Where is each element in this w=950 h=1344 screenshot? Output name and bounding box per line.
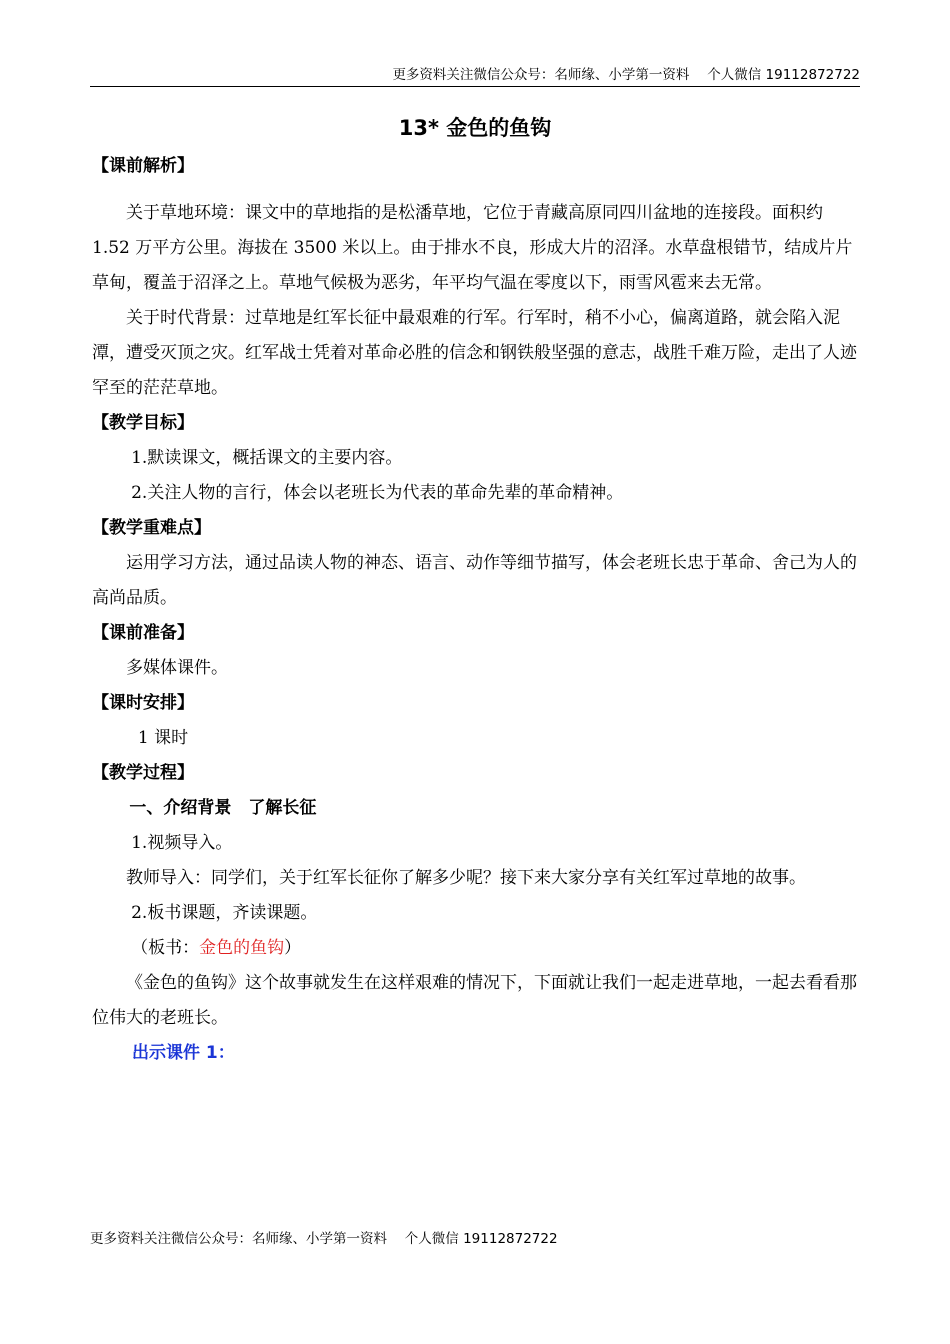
section-heading-prep: 【课前准备】	[92, 623, 194, 643]
goal-item-1: 1.默读课文，概括课文的主要内容。	[131, 448, 403, 468]
section-heading-process: 【教学过程】	[92, 763, 194, 783]
paragraph-teacher-intro: 教师导入：同学们，关于红军长征你了解多少呢？接下来大家分享有关红军过草地的故事。	[126, 868, 806, 888]
paragraph-key-points: 运用学习方法，通过品读人物的神态、语言、动作等细节描写，体会老班长忠于革命、舍己为人的高尚品质。	[92, 553, 857, 608]
header-divider	[90, 86, 860, 87]
paragraph-lead-in: 《金色的鱼钩》这个故事就发生在这样艰难的情况下，下面就让我们一起走进草地，一起去看看那位伟大的老班长。	[92, 973, 857, 1028]
slide-label: 出示课件 1：	[132, 1043, 235, 1063]
board-prefix: （板书：	[131, 938, 200, 958]
board-writing	[92, 931, 858, 966]
board-title-red: 金色的鱼钩	[199, 938, 285, 958]
paragraph-grassland: 关于草地环境：课文中的草地指的是松潘草地，它位于青藏高原同四川盆地的连接段。面积约 1.52 万平方公里。海拔在 3500 米以上。由于排水不良，形成大片的沼泽。水草盘根错节，结成片片草甸，覆盖于沼泽之上。草地气候极为恶劣，年平均气温在零度以下，雨雪风雹来去无常。	[92, 203, 853, 293]
board-suffix: ）	[284, 938, 302, 958]
section-heading-schedule: 【课时安排】	[92, 693, 194, 713]
section-heading-key-points: 【教学重难点】	[92, 518, 211, 538]
step-board-title: 2.板书课题，齐读课题。	[131, 903, 318, 923]
goal-item-2: 2.关注人物的言行，体会以老班长为代表的革命先辈的革命精神。	[131, 483, 624, 503]
page-header: 更多资料关注微信公众号：名师缘、小学第一资料 个人微信 19112872722	[392, 67, 860, 83]
page-footer: 更多资料关注微信公众号：名师缘、小学第一资料 个人微信 19112872722	[90, 1231, 558, 1247]
section-heading-goals: 【教学目标】	[92, 413, 194, 433]
paragraph-background: 关于时代背景：过草地是红军长征中最艰难的行军。行军时，稍不小心，偏离道路，就会陷入泥潭，遭受灭顶之灾。红军战士凭着对革命必胜的信念和钢铁般坚强的意志，战胜千难万险，走出了人迹罕至的茫茫草地。	[92, 308, 857, 398]
paragraph-schedule: 1 课时	[137, 728, 189, 748]
document-title: 13* 金色的鱼钩	[398, 116, 552, 140]
section-heading-analysis: 【课前解析】	[92, 156, 194, 176]
paragraph-prep: 多媒体课件。	[126, 658, 228, 678]
document-body	[92, 149, 858, 1071]
step-video-intro: 1.视频导入。	[131, 833, 233, 853]
subheading-intro-background: 一、介绍背景 了解长征	[129, 798, 317, 818]
